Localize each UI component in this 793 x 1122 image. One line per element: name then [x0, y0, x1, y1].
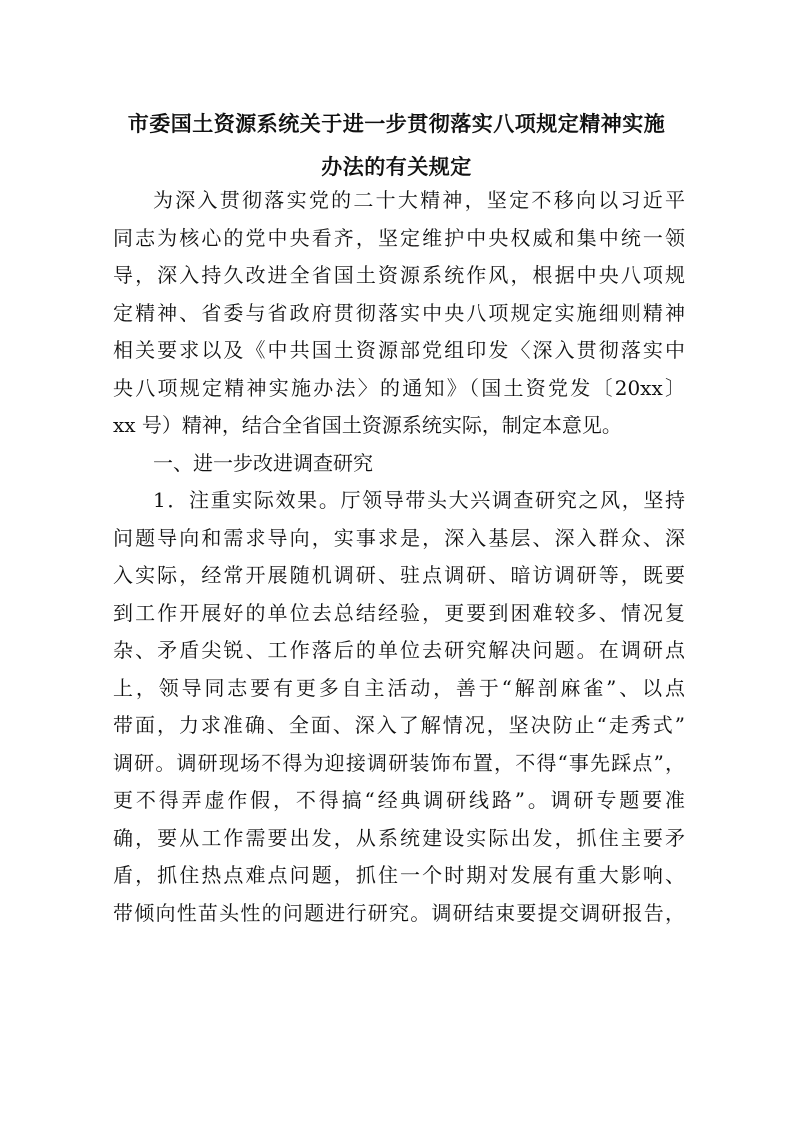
- text-line: 带倾向性苗头性的问题进行研究。调研结束要提交调研报告，: [113, 900, 685, 925]
- text-line: 问题导向和需求导向，实事求是，深入基层、深入群众、深: [113, 525, 685, 550]
- title-line-1: 市委国土资源系统关于进一步贯彻落实八项规定精神实施: [127, 111, 666, 136]
- text-line: 上，领导同志要有更多自主活动，善于“解剖麻雀”、以点: [113, 675, 685, 700]
- text-line: 更不得弄虚作假，不得搞“经典调研线路”。调研专题要准: [113, 788, 685, 812]
- text-line: 为深入贯彻落实党的二十大精神，坚定不移向以习近平: [153, 188, 685, 212]
- text-line: 杂、矛盾尖锐、工作落后的单位去研究解决问题。在调研点: [113, 638, 685, 662]
- text-line: 入实际，经常开展随机调研、驻点调研、暗访调研等，既要: [113, 563, 685, 587]
- section-heading: 一、进一步改进调查研究: [153, 450, 373, 475]
- document-title: [80, 102, 713, 188]
- text-line: xx 号）精神，结合全省国土资源系统实际，制定本意见。: [113, 413, 622, 437]
- text-line: 到工作开展好的单位去总结经验，更要到困难较多、情况复: [113, 600, 685, 625]
- text-line: 央八项规定精神实施办法〉的通知》（国土资党发〔20xx〕: [113, 375, 685, 400]
- text-line: 1．注重实际效果。厅领导带头大兴调查研究之风，坚持: [153, 488, 685, 512]
- title-line-2: 办法的有关规定: [321, 154, 472, 179]
- text-line: 确，要从工作需要出发，从系统建设实际出发，抓住主要矛: [113, 825, 685, 850]
- text-line: 定精神、省委与省政府贯彻落实中央八项规定实施细则精神: [113, 300, 685, 325]
- text-line: 带面，力求准确、全面、深入了解情况，坚决防止“走秀式”: [113, 713, 685, 737]
- text-line: 导，深入持久改进全省国土资源系统作风，根据中央八项规: [113, 263, 685, 287]
- paragraph-investigation: [113, 482, 685, 932]
- text-line: 盾，抓住热点难点问题，抓住一个时期对发展有重大影响、: [113, 863, 685, 887]
- paragraph-intro: [113, 182, 685, 445]
- text-line: 相关要求以及《中共国土资源部党组印发〈深入贯彻落实中: [113, 338, 685, 362]
- document-body: [113, 182, 685, 932]
- text-line: 调研。调研现场不得为迎接调研装饰布置，不得“事先踩点”，: [113, 750, 685, 775]
- text-line: 同志为核心的党中央看齐，坚定维护中央权威和集中统一领: [113, 225, 685, 250]
